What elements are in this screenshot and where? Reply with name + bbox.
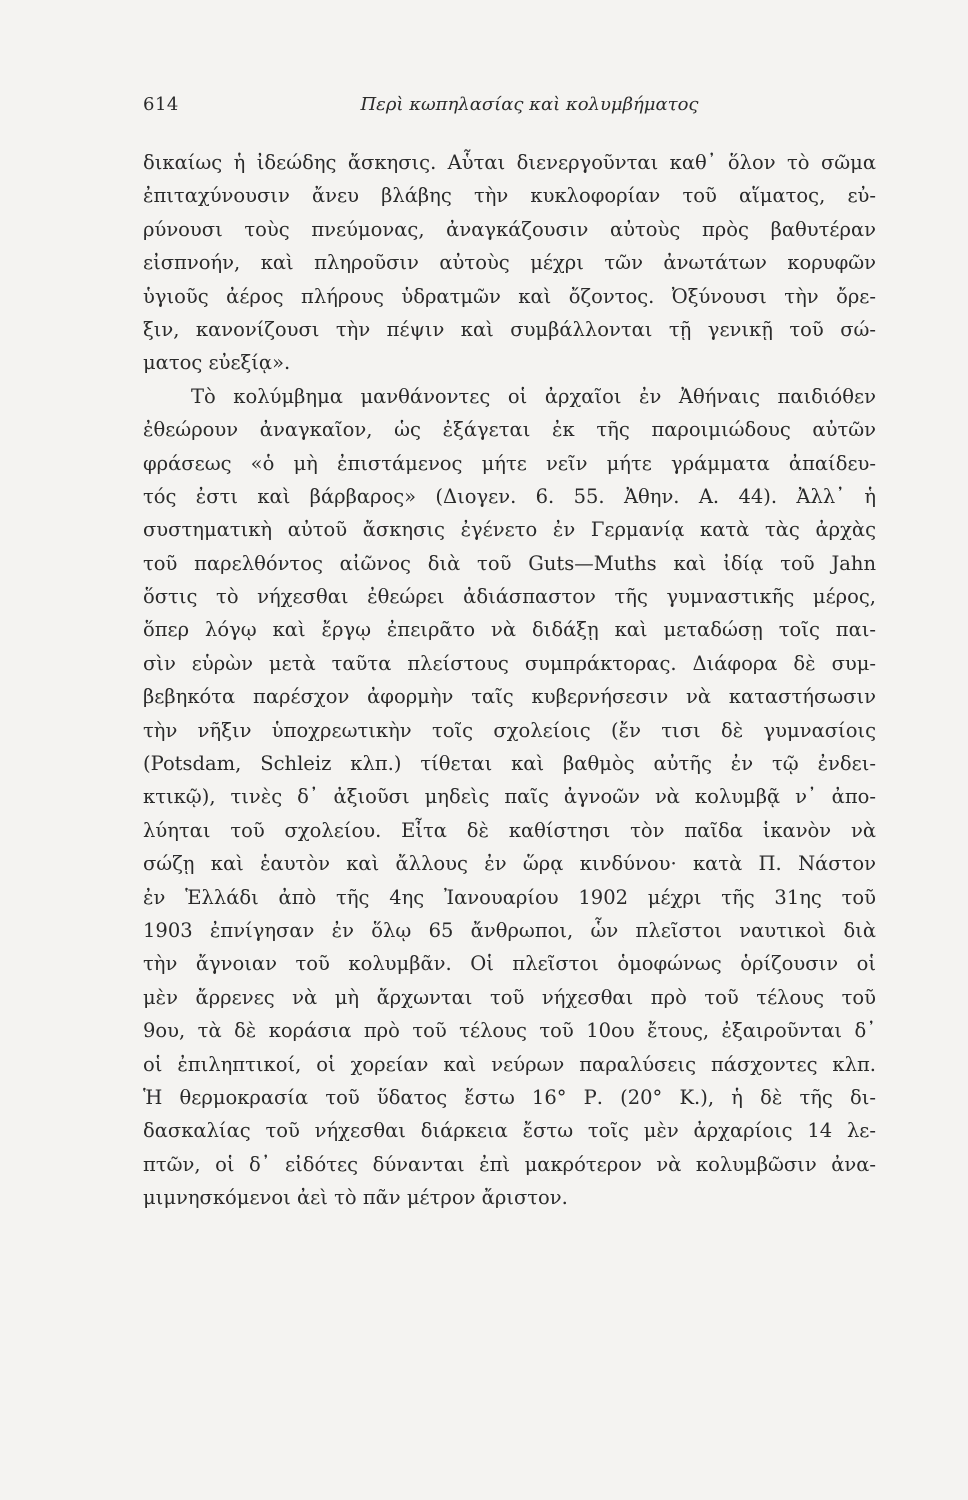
- text-line: λύηται τοῦ σχολείου. Εἶτα δὲ καθίστησι τὸν παῖδα ἱκανὸν νὰ: [143, 818, 876, 842]
- text-line: ματος εὐεξίᾳ».: [143, 351, 291, 375]
- text-line: οἱ ἐπιληπτικοί, οἱ χορείαν καὶ νεύρων παραλύσεις πάσχοντες κλπ.: [143, 1052, 876, 1076]
- text-line: σώζῃ καὶ ἑαυτὸν καὶ ἄλλους ἐν ὥρᾳ κινδύνου· κατὰ Π. Νάστον: [143, 852, 876, 876]
- text-line: ξιν, κανονίζουσι τὴν πέψιν καὶ συμβάλλονται τῇ γενικῇ τοῦ σώ-: [143, 317, 876, 341]
- text-line: ἐπιταχύνουσιν ἄνευ βλάβης τὴν κυκλοφορίαν τοῦ αἵματος, εὐ-: [143, 184, 876, 208]
- text-line: Τὸ κολύμβημα μανθάνοντες οἱ ἀρχαῖοι ἐν Ἀθήναις παιδιόθεν: [191, 384, 876, 408]
- text-line: τὴν ἄγνοιαν τοῦ κολυμβᾶν. Οἱ πλεῖστοι ὁμοφώνως ὁρίζουσιν οἱ: [143, 952, 876, 976]
- text-line: 1903 ἐπνίγησαν ἐν ὅλῳ 65 ἄνθρωποι, ὧν πλεῖστοι ναυτικοὶ διὰ: [143, 918, 876, 942]
- text-line: ὅστις τὸ νήχεσθαι ἐθεώρει ἀδιάσπαστον τῆς γυμναστικῆς μέρος,: [143, 585, 876, 609]
- text-line: συστηματικὴ αὐτοῦ ἄσκησις ἐγένετο ἐν Γερμανίᾳ κατὰ τὰς ἀρχὰς: [143, 518, 876, 542]
- text-line: μιμνησκόμενοι ἀεὶ τὸ πᾶν μέτρον ἄριστον.: [143, 1186, 568, 1210]
- text-line: δικαίως ἡ ἰδεώδης ἄσκησις. Αὗται διενεργοῦνται καθ᾽ ὅλον τὸ σῶμα: [143, 151, 876, 174]
- text-line: τός ἐστι καὶ βάρβαρος» (Διογεν. 6. 55. Ἀθην. Α. 44). Ἀλλ᾽ ἡ: [143, 484, 876, 508]
- text-line: τοῦ παρελθόντος αἰῶνος διὰ τοῦ Guts—Muths καὶ ἰδίᾳ τοῦ Jahn: [143, 551, 876, 575]
- text-line: κτικῷ), τινὲς δ᾽ ἀξιοῦσι μηδεὶς παῖς ἀγνοῶν νὰ κολυμβᾷ ν᾽ ἀπο-: [143, 785, 876, 809]
- text-line: φράσεως «ὁ μὴ ἐπιστάμενος μήτε νεῖν μήτε γράμματα ἀπαίδευ-: [143, 451, 876, 475]
- text-line: ρύνουσι τοὺς πνεύμονας, ἀναγκάζουσιν αὐτοὺς πρὸς βαθυτέραν: [143, 217, 876, 241]
- body-text: [143, 146, 876, 1215]
- running-title: Περὶ κωπηλασίας καὶ κολυμβήματος: [360, 94, 699, 115]
- text-line: ὑγιοῦς ἀέρος πλήρους ὑδρατμῶν καὶ ὄζοντος. Ὀξύνουσι τὴν ὄρε-: [143, 284, 876, 308]
- text-line: εἰσπνοήν, καὶ πληροῦσιν αὐτοὺς μέχρι τῶν ἀνωτάτων κορυφῶν: [143, 251, 876, 275]
- text-line: (Potsdam, Schleiz κλπ.) τίθεται καὶ βαθμὸς αὐτῆς ἐν τῷ ἐνδει-: [143, 752, 876, 776]
- text-line: ἐν Ἑλλάδι ἀπὸ τῆς 4ης Ἰανουαρίου 1902 μέχρι τῆς 31ης τοῦ: [143, 885, 876, 909]
- text-line: ὅπερ λόγῳ καὶ ἔργῳ ἐπειρᾶτο νὰ διδάξῃ καὶ μεταδώσῃ τοῖς παι-: [143, 618, 876, 642]
- text-line: δασκαλίας τοῦ νήχεσθαι διάρκεια ἔστω τοῖς μὲν ἀρχαρίοις 14 λε-: [143, 1119, 876, 1143]
- text-line: σὶν εὑρὼν μετὰ ταῦτα πλείστους συμπράκτορας. Διάφορα δὲ συμ-: [143, 651, 876, 675]
- text-line: Ἡ θερμοκρασία τοῦ ὕδατος ἔστω 16° Ρ. (20° Κ.), ἡ δὲ τῆς δι-: [143, 1085, 876, 1109]
- text-line: τὴν νῆξιν ὑποχρεωτικὴν τοῖς σχολείοις (ἔν τισι δὲ γυμνασίοις: [143, 718, 876, 742]
- text-line: ἐθεώρουν ἀναγκαῖον, ὡς ἐξάγεται ἐκ τῆς παροιμιώδους αὐτῶν: [143, 418, 876, 442]
- text-line: πτῶν, οἱ δ᾽ εἰδότες δύνανται ἐπὶ μακρότερον νὰ κολυμβῶσιν ἀνα-: [143, 1152, 876, 1176]
- text-line: 9ου, τὰ δὲ κοράσια πρὸ τοῦ τέλους τοῦ 10ου ἔτους, ἐξαιροῦνται δ᾽: [143, 1019, 876, 1043]
- text-line: βεβηκότα παρέσχον ἀφορμὴν ταῖς κυβερνήσεσιν νὰ καταστήσωσιν: [143, 685, 876, 709]
- page-number: 614: [143, 94, 179, 115]
- text-line: μὲν ἄρρενες νὰ μὴ ἄρχωνται τοῦ νήχεσθαι πρὸ τοῦ τέλους τοῦ: [143, 985, 876, 1009]
- page-header: [143, 94, 876, 124]
